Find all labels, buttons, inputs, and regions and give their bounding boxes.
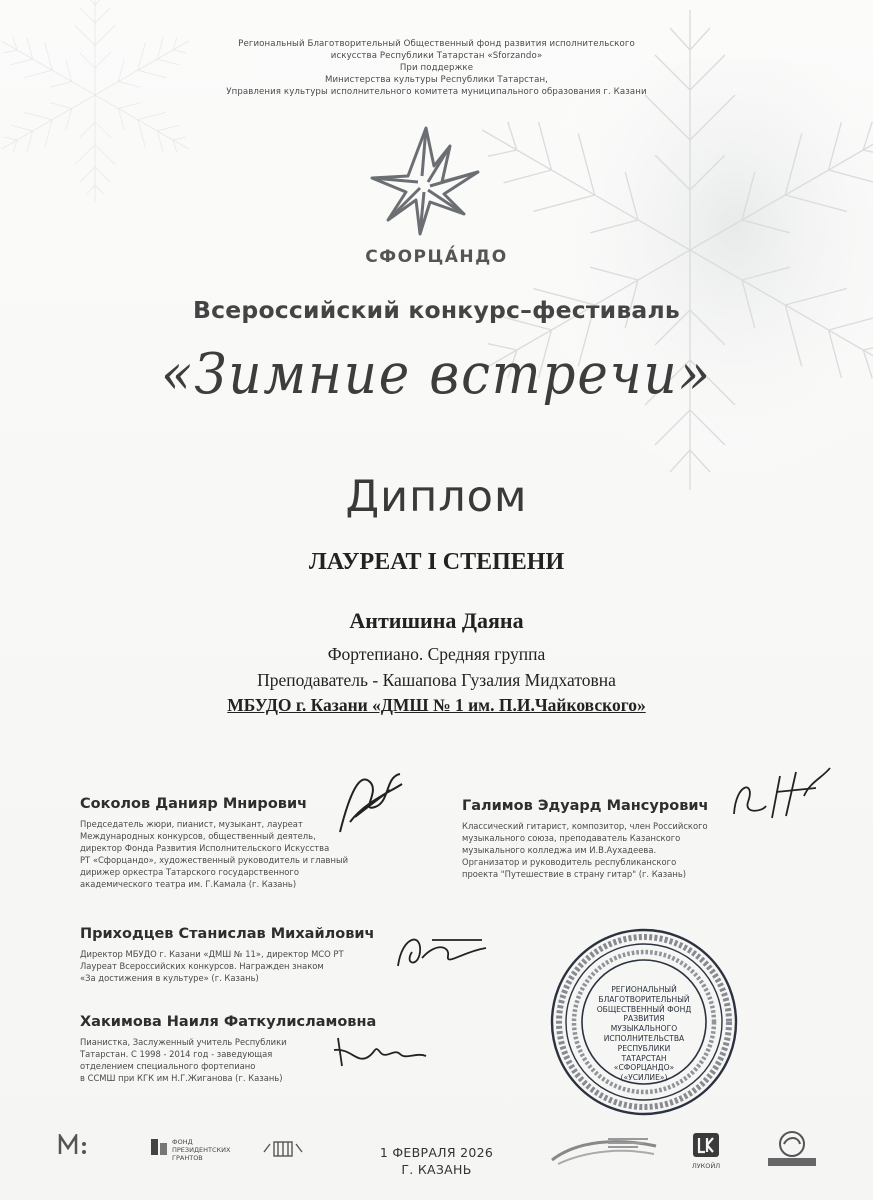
- stamp-line: ИСПОЛНИТЕЛЬСТВА: [603, 1033, 685, 1043]
- signature-icon: [330, 1028, 430, 1074]
- stamp-line: РАЗВИТИЯ МУЗЫКАЛЬНОГО: [610, 1014, 678, 1034]
- sponsor-logo-icon: [150, 1138, 168, 1156]
- dove-logo-icon: [368, 122, 488, 242]
- jury-description: Пианистка, Заслуженный учитель Республики: [80, 1037, 287, 1047]
- fond-grants-label: ФОНД ПРЕЗИДЕНТСКИХ ГРАНТОВ: [172, 1138, 231, 1162]
- jury-description: Классический гитарист, композитор, член Российского: [462, 821, 708, 831]
- jury-name: Приходцев Станислав Михайлович: [80, 926, 375, 942]
- school-line: МБУДО г. Казани «ДМШ № 1 им. П.И.Чайковского»: [227, 695, 646, 715]
- issue-city: Г. КАЗАНЬ: [401, 1162, 472, 1177]
- jury-name: Галимов Эдуард Мансурович: [462, 798, 709, 814]
- jury-description: академического театра им. Г.Камала (г. Казань): [80, 879, 297, 889]
- issue-date-block: [0, 1144, 873, 1178]
- signature-icon: [330, 762, 410, 842]
- stamp-line: РЕГИОНАЛЬНЫЙ: [611, 985, 677, 994]
- jury-name: Соколов Данияр Мнирович: [80, 796, 308, 812]
- organizer-line: При поддержке: [399, 63, 474, 73]
- sponsor-logo-icon: [58, 1134, 92, 1156]
- jury-description: Директор МБУДО г. Казани «ДМШ № 11», директор МСО РТ: [80, 949, 344, 959]
- fond-grants-logo: [150, 1138, 240, 1162]
- jury-member: [462, 798, 708, 880]
- jury-description: музыкального колледжа им И.В.Аухадеева.: [462, 845, 657, 855]
- jury-description: Татарстан. С 1998 - 2014 год - заведующая: [80, 1049, 273, 1059]
- jury-description: проекта "Путешествие в страну гитар" (г. Казань): [462, 869, 687, 879]
- jury-description: дирижер оркестра Татарского государственного: [80, 867, 299, 877]
- organizer-line: Региональный Благотворительный Общественный фонд развития исполнительского: [238, 39, 635, 49]
- award-degree: ЛАУРЕАТ I СТЕПЕНИ: [308, 549, 565, 575]
- organizer-line: искусства Республики Татарстан «Sforzando»: [330, 51, 543, 61]
- stamp-line: «СФОРЦАНДО»: [613, 1063, 675, 1073]
- lukoil-label: ЛУКОЙЛ: [691, 1162, 721, 1170]
- festival-subtitle: Всероссийский конкурс–фестиваль: [193, 296, 680, 324]
- stamp-line: РЕСПУБЛИКИ ТАТАРСТАН: [617, 1043, 671, 1063]
- signature-icon: [392, 922, 492, 982]
- organizer-line: Министерства культуры Республики Татарстан,: [324, 75, 549, 85]
- sponsor-logo-icon: [262, 1138, 304, 1160]
- jury-description: в ССМШ при КГК им Н.Г.Жиганова (г. Казань): [80, 1073, 283, 1083]
- festival-name: «Зимние встречи»: [161, 342, 712, 407]
- stamp-line: ОБЩЕСТВЕННЫЙ ФОНД: [596, 1004, 692, 1014]
- jury-description: Организатор и руководитель республиканского: [462, 857, 677, 867]
- jury-description: Международных конкурсов, общественный деятель,: [80, 831, 316, 841]
- nomination: Фортепиано. Средняя группа: [327, 644, 546, 664]
- issue-date: 1 ФЕВРАЛЯ 2026: [379, 1145, 494, 1160]
- stamp-line: («УСИЛИЕ»): [620, 1073, 668, 1083]
- jury-description: Лауреат Всероссийских конкурсов. Награжден знаком: [80, 961, 324, 971]
- jury-description: музыкального союза, преподаватель Казанского: [462, 833, 681, 843]
- teacher-line: Преподаватель - Кашапова Гузалия Мидхатовна: [257, 670, 616, 690]
- stamp-center-text: [594, 985, 694, 1083]
- organizer-line: Управления культуры исполнительного комитета муниципального образования г. Казани: [226, 87, 647, 97]
- sponsor-logo-icon: [548, 1136, 660, 1166]
- signature-icon: [726, 762, 836, 832]
- jury-description: отделением специального фортепиано: [80, 1061, 256, 1071]
- organizer-header: [0, 38, 873, 98]
- jury-description: директор Фонда Развития Исполнительского Искусства: [80, 843, 330, 853]
- stamp-line: БЛАГОТВОРИТЕЛЬНЫЙ: [598, 994, 690, 1004]
- participant-name: Антишина Даяна: [349, 608, 524, 633]
- jury-description: Председатель жюри, пианист, музыкант, лауреат: [80, 819, 303, 829]
- sponsor-logo-icon: [692, 1132, 720, 1158]
- jury-description: «За достижения в культуре» (г. Казань): [80, 973, 259, 983]
- jury-member: [80, 796, 348, 890]
- sponsor-logo-icon: [764, 1130, 820, 1170]
- brand-name: СФОРЦА́НДО: [365, 247, 508, 267]
- jury-member: [80, 926, 375, 984]
- lukoil-logo: [684, 1132, 728, 1170]
- jury-description: РТ «Сфорцандо», художественный руководитель и главный: [80, 855, 349, 865]
- diploma-title: Диплом: [345, 472, 528, 522]
- jury-name: Хакимова Наиля Фаткулисламовна: [80, 1014, 377, 1030]
